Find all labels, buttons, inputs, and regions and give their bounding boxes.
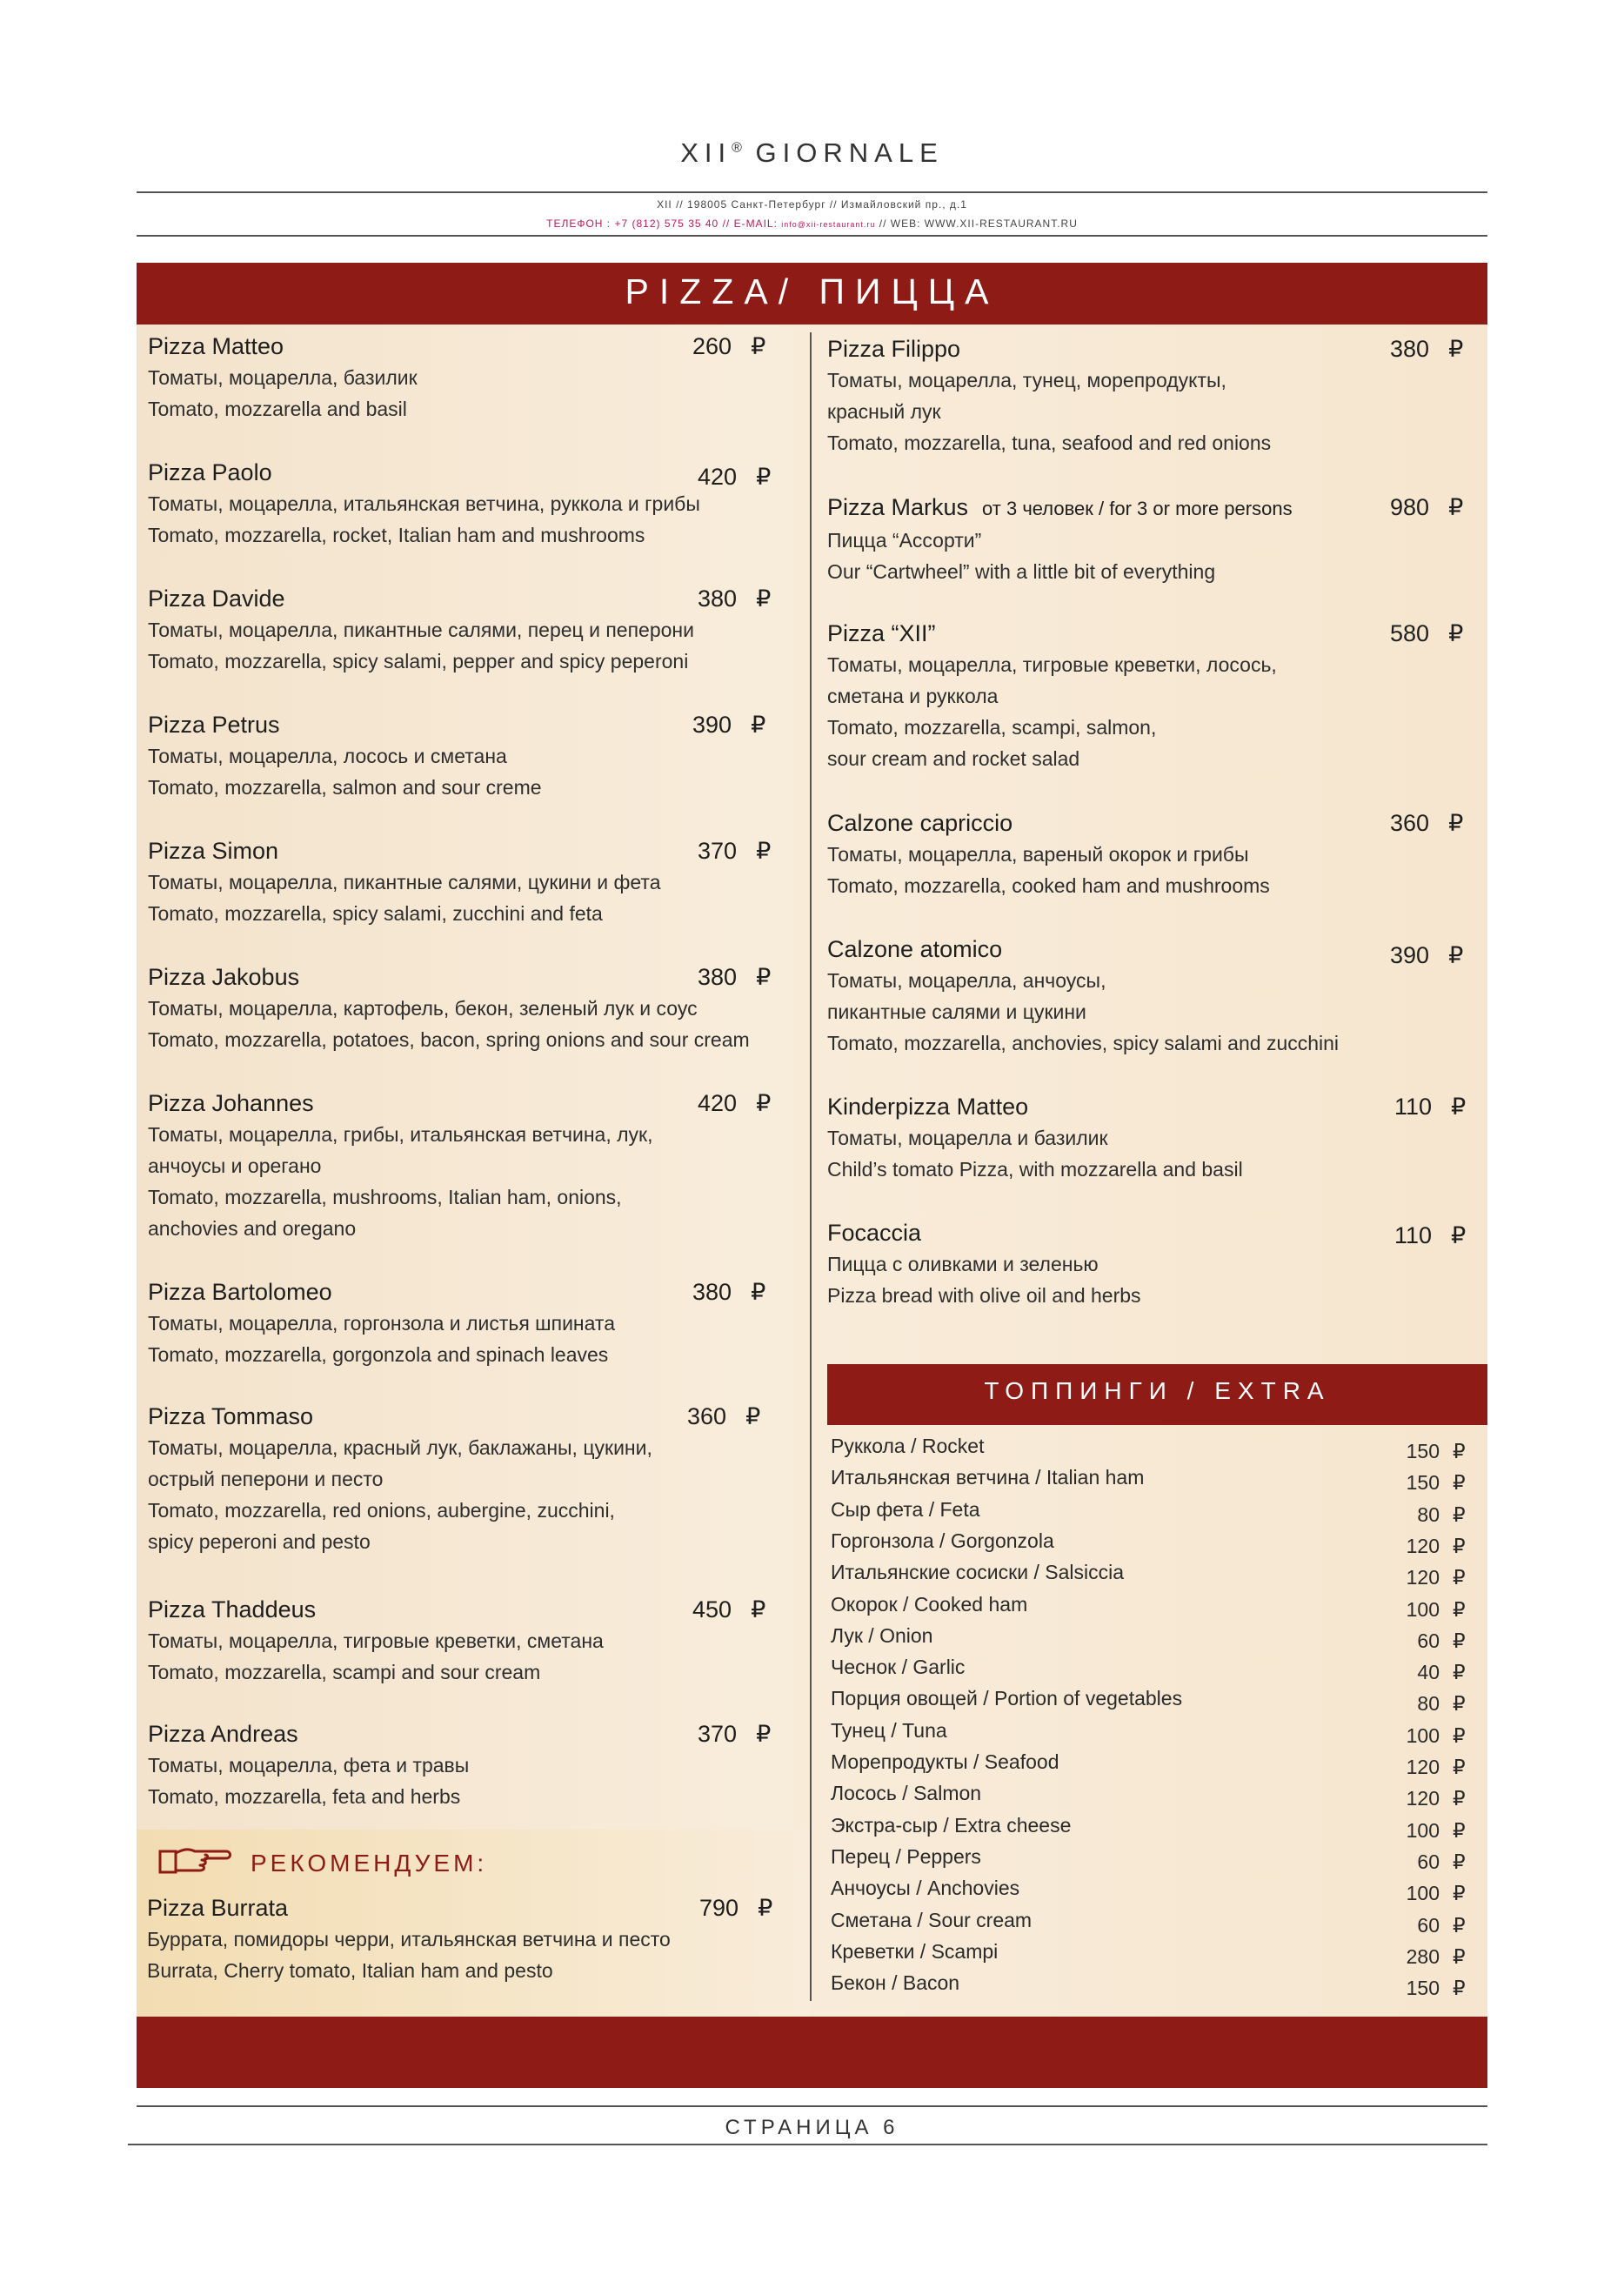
price-value: 370 <box>698 838 738 864</box>
item-title: Pizza Petrus <box>148 712 280 738</box>
item-description: Томаты, моцарелла, анчоусы, <box>827 969 1106 992</box>
menu-item <box>148 835 661 929</box>
item-description: Буррата, помидоры черри, итальянская ветчина и песто <box>147 1928 671 1950</box>
item-description: Томаты, моцарелла, итальянская ветчина, руккола и грибы <box>148 492 700 515</box>
ruble-icon: ₽ <box>1453 1597 1466 1621</box>
item-description: Томаты, моцарелла, тигровые креветки, сметана <box>148 1629 604 1652</box>
item-description: Томаты, моцарелла, базилик <box>148 366 418 389</box>
topping-name: Руккола / Rocket <box>831 1435 985 1457</box>
topping-price <box>1405 1690 1466 1716</box>
ruble-icon: ₽ <box>1448 620 1464 646</box>
item-price <box>698 1718 771 1750</box>
topping-name: Окорок / Cooked ham <box>831 1592 1028 1616</box>
item-name <box>148 457 700 488</box>
price-value: 580 <box>1390 620 1430 646</box>
item-name <box>827 1217 1141 1248</box>
ruble-icon: ₽ <box>1448 942 1464 968</box>
price-value: 360 <box>687 1403 727 1429</box>
ruble-icon: ₽ <box>1453 1787 1466 1810</box>
topping-name: Перец / Peppers <box>831 1844 981 1868</box>
item-title: Pizza Tommaso <box>148 1403 314 1429</box>
ruble-icon: ₽ <box>1453 1882 1466 1905</box>
item-name: Pizza Burrata <box>147 1895 289 1921</box>
item-serving-note: от 3 человек / for 3 or more persons <box>982 498 1293 519</box>
item-name <box>827 807 1270 839</box>
item-price <box>698 461 771 492</box>
price-value: 790 <box>699 1895 739 1921</box>
item-description: Томаты, моцарелла, фета и травы <box>148 1754 470 1777</box>
ruble-icon: ₽ <box>756 1721 772 1747</box>
item-price <box>692 1276 765 1308</box>
ruble-icon: ₽ <box>1453 1502 1466 1526</box>
menu-item <box>827 492 1293 587</box>
brand-name: XII <box>680 137 732 168</box>
menu-item <box>148 1594 604 1688</box>
menu-item <box>148 709 542 803</box>
item-name <box>827 333 1271 365</box>
topping-name: Сметана / Sour cream <box>831 1908 1033 1931</box>
item-title: Focaccia <box>827 1220 922 1246</box>
menu-item <box>827 933 1339 1059</box>
item-price <box>1390 492 1463 523</box>
item-price <box>692 709 765 740</box>
price-value: 450 <box>692 1596 732 1623</box>
item-description: Tomato, mozzarella, spicy salami, zucchini and feta <box>148 902 603 925</box>
menu-item <box>148 961 750 1055</box>
topping-price <box>1405 1564 1466 1590</box>
item-description: Томаты, моцарелла, пикантные салями, перец и пеперони <box>148 619 694 641</box>
topping-name: Горгонзола / Gorgonzola <box>831 1529 1054 1552</box>
price-value: 120 <box>1406 1566 1440 1589</box>
price-value: 150 <box>1406 1977 1440 2000</box>
topping-name: Порция овощей / Portion of vegetables <box>831 1687 1183 1710</box>
ruble-icon: ₽ <box>1448 494 1464 520</box>
item-description: Tomato, mozzarella, salmon and sour creme <box>148 776 542 799</box>
footer-rule-bottom <box>128 2144 1487 2145</box>
topping-price <box>1405 1723 1466 1749</box>
topping-price <box>1405 1469 1466 1495</box>
item-name <box>148 1594 604 1625</box>
ruble-icon: ₽ <box>756 464 772 490</box>
item-price <box>692 331 765 362</box>
item-description: сметана и руккола <box>827 685 999 707</box>
ruble-icon: ₽ <box>745 1403 761 1429</box>
price-value: 380 <box>692 1279 732 1305</box>
ruble-icon: ₽ <box>1453 1818 1466 1842</box>
item-price <box>698 583 771 614</box>
phone-number[interactable]: +7 (812) 575 35 40 <box>614 217 719 230</box>
item-price <box>1390 807 1463 839</box>
topping-name: Лосось / Salmon <box>831 1782 982 1805</box>
price-value: 420 <box>698 464 738 490</box>
item-description: анчоусы и орегано <box>148 1154 322 1177</box>
item-name <box>827 1091 1243 1122</box>
price-value: 120 <box>1406 1756 1440 1778</box>
ruble-icon: ₽ <box>751 712 766 738</box>
menu-item <box>148 457 700 551</box>
item-title: Pizza Andreas <box>148 1721 298 1747</box>
price-value: 60 <box>1417 1850 1440 1873</box>
topping-name: Анчоусы / Anchovies <box>831 1877 1020 1900</box>
item-description: Tomato, mozzarella, scampi, salmon, <box>827 716 1157 739</box>
ruble-icon: ₽ <box>756 1090 772 1116</box>
item-description: Tomato, mozzarella, cooked ham and mushrooms <box>827 874 1270 897</box>
price-value: 80 <box>1417 1502 1440 1526</box>
price-value: 100 <box>1406 1882 1440 1905</box>
menu-item <box>827 618 1277 774</box>
menu-item <box>148 1276 615 1370</box>
ruble-icon: ₽ <box>1448 336 1464 362</box>
bottom-band <box>137 2017 1487 2088</box>
item-description: Томаты, моцарелла, горгонзола и листья шпината <box>148 1312 615 1335</box>
item-description: острый пеперони и песто <box>148 1468 384 1490</box>
item-description: Tomato, mozzarella, tuna, seafood and red onions <box>827 432 1272 454</box>
price-value: 80 <box>1417 1692 1440 1716</box>
price-value: 110 <box>1394 1222 1433 1248</box>
price-value: 60 <box>1417 1629 1440 1652</box>
item-price <box>692 1594 765 1625</box>
price-value: 280 <box>1406 1944 1440 1968</box>
topping-name: Лук / Onion <box>831 1623 933 1647</box>
item-title: Pizza Filippo <box>827 336 961 362</box>
topping-name: Сыр фета / Feta <box>831 1497 980 1521</box>
item-description: Burrata, Cherry tomato, Italian ham and pesto <box>147 1959 553 1982</box>
item-name <box>148 1087 652 1119</box>
topping-price <box>1405 1880 1466 1906</box>
item-name <box>148 1401 652 1432</box>
item-description: Томаты, моцарелла и базилик <box>827 1127 1108 1149</box>
item-description: Tomato, mozzarella, gorgonzola and spinach leaves <box>148 1343 609 1366</box>
ruble-icon: ₽ <box>1453 1850 1466 1873</box>
item-description: Пицца с оливками и зеленью <box>827 1253 1099 1275</box>
ruble-icon: ₽ <box>1453 1913 1466 1937</box>
ruble-icon: ₽ <box>1448 810 1464 836</box>
topping-price <box>1405 1438 1466 1464</box>
item-name <box>148 1276 615 1308</box>
item-title: Kinderpizza Matteo <box>827 1094 1029 1120</box>
item-title: Calzone capriccio <box>827 810 1013 836</box>
email-label: // E-MAIL: <box>722 217 778 230</box>
topping-price <box>1405 1944 1466 1970</box>
ruble-icon: ₽ <box>1451 1094 1467 1120</box>
ruble-icon: ₽ <box>1453 1692 1466 1716</box>
pointing-hand-icon <box>157 1839 235 1883</box>
menu-item <box>148 331 418 425</box>
item-name <box>148 1718 469 1750</box>
item-title: Pizza Davide <box>148 585 285 612</box>
web-link[interactable]: // WEB: WWW.XII-RESTAURANT.RU <box>879 217 1078 230</box>
item-price <box>687 1401 760 1432</box>
item-title: Calzone atomico <box>827 936 1003 962</box>
ruble-icon: ₽ <box>1453 1756 1466 1778</box>
price-value: 390 <box>692 712 732 738</box>
item-description: Tomato, mozzarella, red onions, aubergine, zucchini, <box>148 1499 615 1522</box>
item-name <box>148 583 694 614</box>
item-name <box>148 709 542 740</box>
item-price-recommended <box>699 1892 772 1924</box>
item-price <box>698 1087 771 1119</box>
header-rule-bottom <box>137 235 1487 237</box>
item-description: spicy peperoni and pesto <box>148 1530 371 1553</box>
topping-price <box>1405 1975 1466 2001</box>
ruble-icon: ₽ <box>1453 1977 1466 2000</box>
item-title: Pizza “XII” <box>827 620 936 646</box>
price-value: 420 <box>698 1090 738 1116</box>
brand-name-tail: GIORNALE <box>755 137 944 168</box>
item-price <box>698 835 771 867</box>
item-description: Tomato, mozzarella, mushrooms, Italian ham, onions, <box>148 1186 622 1208</box>
ruble-icon: ₽ <box>1453 1440 1466 1462</box>
item-description: Томаты, моцарелла, грибы, итальянская ветчина, лук, <box>148 1123 653 1146</box>
item-description: Томаты, моцарелла, тигровые креветки, лосось, <box>827 653 1277 676</box>
price-value: 120 <box>1406 1787 1440 1810</box>
price-value: 100 <box>1406 1597 1440 1621</box>
item-description: Томаты, моцарелла, красный лук, баклажаны, цукини, <box>148 1436 652 1459</box>
ruble-icon: ₽ <box>751 1279 766 1305</box>
item-description: sour cream and rocket salad <box>827 747 1080 770</box>
item-title: Pizza Markus <box>827 494 969 520</box>
item-description: Томаты, моцарелла, пикантные салями, цукини и фета <box>148 871 661 893</box>
item-description: пикантные салями и цукини <box>827 1000 1086 1023</box>
ruble-icon: ₽ <box>1453 1944 1466 1968</box>
item-description: Tomato, mozzarella, potatoes, bacon, spring onions and sour cream <box>148 1028 750 1051</box>
topping-price <box>1405 1628 1466 1654</box>
item-description: anchovies and oregano <box>148 1217 357 1240</box>
ruble-icon: ₽ <box>1453 1534 1466 1557</box>
item-description: Tomato, mozzarella, feta and herbs <box>148 1785 461 1808</box>
recommend-label: РЕКОМЕНДУЕМ: <box>251 1850 488 1877</box>
topping-name: Морепродукты / Seafood <box>831 1750 1059 1773</box>
topping-name: Итальянская ветчина / Italian ham <box>831 1466 1145 1489</box>
topping-price <box>1405 1817 1466 1843</box>
ruble-icon: ₽ <box>1453 1566 1466 1589</box>
item-description: Томаты, моцарелла, тунец, морепродукты, <box>827 369 1226 391</box>
menu-item <box>827 333 1271 458</box>
price-value: 120 <box>1406 1534 1440 1557</box>
menu-item <box>148 583 694 677</box>
item-description: Child’s tomato Pizza, with mozzarella and basil <box>827 1158 1243 1181</box>
item-description: Our “Cartwheel” with a little bit of everything <box>827 560 1216 583</box>
registered-mark: ® <box>732 140 742 156</box>
topping-name: Бекон / Bacon <box>831 1971 960 1995</box>
price-value: 380 <box>698 585 738 612</box>
ruble-icon: ₽ <box>758 1895 773 1921</box>
footer-rule-top <box>137 2105 1487 2107</box>
item-description: Томаты, моцарелла, лосось и сметана <box>148 745 507 767</box>
topping-name: Чеснок / Garlic <box>831 1656 966 1679</box>
item-title: Pizza Simon <box>148 838 279 864</box>
extras-title: ТОППИНГИ / EXTRA <box>984 1377 1331 1404</box>
menu-item <box>148 1401 652 1557</box>
phone-label: ТЕЛЕФОН : <box>546 217 612 230</box>
item-price <box>1394 1091 1466 1122</box>
address-line: XII // 198005 Санкт-Петербург // Измайловский пр., д.1 <box>657 198 967 211</box>
item-name <box>827 933 1339 965</box>
ruble-icon: ₽ <box>1451 1222 1467 1248</box>
item-title: Pizza Thaddeus <box>148 1596 317 1623</box>
item-title: Pizza Johannes <box>148 1090 314 1116</box>
ruble-icon: ₽ <box>1453 1629 1466 1652</box>
item-price <box>1390 940 1463 971</box>
item-name <box>148 961 750 993</box>
item-description: Tomato, mozzarella, anchovies, spicy salami and zucchini <box>827 1032 1340 1054</box>
menu-item <box>827 1217 1141 1311</box>
ruble-icon: ₽ <box>756 838 772 864</box>
topping-name: Креветки / Scampi <box>831 1939 999 1963</box>
ruble-icon: ₽ <box>756 585 772 612</box>
brand-title <box>0 137 1624 169</box>
price-value: 980 <box>1390 494 1430 520</box>
price-value: 380 <box>698 964 738 990</box>
topping-price <box>1405 1849 1466 1875</box>
item-description: Tomato, mozzarella, rocket, Italian ham and mushrooms <box>148 524 645 546</box>
contact-line <box>0 217 1624 230</box>
price-value: 150 <box>1406 1440 1440 1462</box>
section-title: PIZZA/ ПИЦЦА <box>625 271 999 311</box>
item-title: Pizza Matteo <box>148 333 284 359</box>
item-description: Tomato, mozzarella, spicy salami, pepper and spicy peperoni <box>148 650 689 672</box>
ruble-icon: ₽ <box>1453 1723 1466 1747</box>
price-value: 360 <box>1390 810 1430 836</box>
topping-price <box>1405 1785 1466 1811</box>
price-value: 380 <box>1390 336 1430 362</box>
topping-price <box>1405 1754 1466 1780</box>
item-description: Tomato, mozzarella, scampi and sour cream <box>148 1661 541 1683</box>
ruble-icon: ₽ <box>756 964 772 990</box>
topping-price <box>1405 1502 1466 1528</box>
topping-name: Тунец / Tuna <box>831 1718 947 1742</box>
topping-price <box>1405 1912 1466 1938</box>
item-price <box>1394 1220 1466 1251</box>
price-value: 150 <box>1406 1471 1440 1495</box>
price-value: 370 <box>698 1721 738 1747</box>
topping-name: Экстра-сыр / Extra cheese <box>831 1813 1072 1837</box>
item-price <box>698 961 771 993</box>
menu-item <box>827 1091 1243 1185</box>
topping-price <box>1405 1596 1466 1623</box>
price-value: 110 <box>1394 1094 1433 1120</box>
item-description: Томаты, моцарелла, картофель, бекон, зеленый лук и соус <box>148 997 698 1020</box>
price-value: 40 <box>1417 1661 1440 1684</box>
topping-name: Итальянские сосиски / Salsiccia <box>831 1561 1124 1584</box>
page-number: СТРАНИЦА 6 <box>725 2116 899 2139</box>
menu-item <box>148 1718 469 1812</box>
ruble-icon: ₽ <box>751 1596 766 1623</box>
ruble-icon: ₽ <box>751 333 766 359</box>
topping-price <box>1405 1659 1466 1685</box>
item-name <box>827 618 1277 649</box>
header-rule-top <box>137 191 1487 193</box>
item-description: Tomato, mozzarella and basil <box>148 398 407 420</box>
ruble-icon: ₽ <box>1453 1661 1466 1684</box>
item-description: красный лук <box>827 400 941 423</box>
item-name <box>148 331 418 362</box>
menu-item-recommended <box>147 1892 671 1986</box>
item-price <box>1390 333 1463 365</box>
menu-item <box>827 807 1270 901</box>
item-title: Pizza Paolo <box>148 459 272 485</box>
price-value: 390 <box>1390 942 1430 968</box>
item-description: Pizza bread with olive oil and herbs <box>827 1284 1141 1307</box>
item-description: Томаты, моцарелла, вареный окорок и грибы <box>827 843 1249 866</box>
ruble-icon: ₽ <box>1453 1471 1466 1495</box>
price-value: 100 <box>1406 1818 1440 1842</box>
topping-price <box>1405 1533 1466 1559</box>
item-description: Пицца “Ассорти” <box>827 529 982 552</box>
menu-item <box>148 1087 652 1244</box>
email-link[interactable]: info@xii-restaurant.ru <box>781 220 876 229</box>
column-divider <box>810 332 812 2001</box>
item-title: Pizza Jakobus <box>148 964 300 990</box>
item-title: Pizza Bartolomeo <box>148 1279 332 1305</box>
price-value: 60 <box>1417 1913 1440 1937</box>
item-name <box>827 492 1293 525</box>
item-name <box>148 835 661 867</box>
price-value: 100 <box>1406 1723 1440 1747</box>
price-value: 260 <box>692 333 732 359</box>
item-price <box>1390 618 1463 649</box>
